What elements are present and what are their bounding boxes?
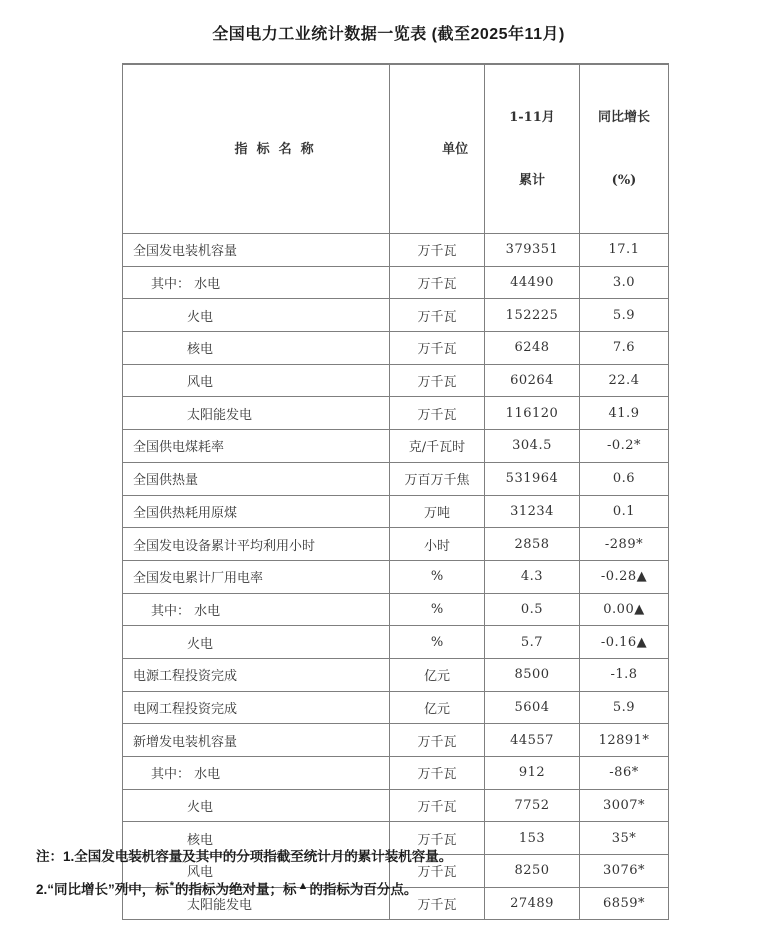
yoy-cell: 3007* xyxy=(580,789,669,822)
indicator-cell: 其中： 水电 xyxy=(123,593,390,626)
indicator-cell: 太阳能发电 xyxy=(123,397,390,430)
table-row xyxy=(123,789,669,822)
header-cumulative-line1: 1-11月 xyxy=(509,110,555,125)
unit-cell: 万吨 xyxy=(390,495,485,528)
unit-cell: 亿元 xyxy=(390,658,485,691)
indicator-cell: 全国供热耗用原煤 xyxy=(123,495,390,528)
yoy-cell: 6859* xyxy=(580,887,669,920)
triangle-marker: ▲ xyxy=(297,879,309,892)
indicator-cell: 核电 xyxy=(123,822,390,855)
value-cell: 379351 xyxy=(485,234,580,267)
value-cell: 4.3 xyxy=(485,560,580,593)
indicator-cell: 全国供电煤耗率 xyxy=(123,430,390,463)
table-row xyxy=(123,757,669,790)
indicator-cell: 其中： 水电 xyxy=(123,266,390,299)
indicator-cell: 新增发电装机容量 xyxy=(123,724,390,757)
indicator-cell: 太阳能发电 xyxy=(123,887,390,920)
indicator-cell: 全国发电设备累计平均利用小时 xyxy=(123,528,390,561)
yoy-cell: 3.0 xyxy=(580,266,669,299)
unit-cell: 万千瓦 xyxy=(390,299,485,332)
value-cell: 8250 xyxy=(485,855,580,888)
footnote-2 xyxy=(36,878,756,898)
table-row xyxy=(123,691,669,724)
footnote-2-text-b: 的指标为绝对量；标 xyxy=(175,882,297,897)
unit-cell: 万千瓦 xyxy=(390,332,485,365)
table-row xyxy=(123,364,669,397)
unit-cell: 万千瓦 xyxy=(390,855,485,888)
value-cell: 8500 xyxy=(485,658,580,691)
value-cell: 152225 xyxy=(485,299,580,332)
indicator-cell: 全国发电装机容量 xyxy=(123,234,390,267)
indicator-cell: 火电 xyxy=(123,299,390,332)
indicator-cell: 火电 xyxy=(123,789,390,822)
value-cell: 531964 xyxy=(485,462,580,495)
yoy-cell: -0.16▲ xyxy=(580,626,669,659)
indicator-cell: 其中： 水电 xyxy=(123,757,390,790)
value-cell: 27489 xyxy=(485,887,580,920)
yoy-cell: 0.6 xyxy=(580,462,669,495)
yoy-cell: 5.9 xyxy=(580,299,669,332)
yoy-cell: 22.4 xyxy=(580,364,669,397)
unit-cell: 万千瓦 xyxy=(390,887,485,920)
yoy-cell: -86* xyxy=(580,757,669,790)
table-row xyxy=(123,658,669,691)
table-row xyxy=(123,724,669,757)
header-indicator xyxy=(123,64,390,234)
header-yoy-line2: (%) xyxy=(611,173,637,188)
yoy-cell: -0.2* xyxy=(580,430,669,463)
yoy-cell: 35* xyxy=(580,822,669,855)
table-row xyxy=(123,593,669,626)
indicator-cell: 核电 xyxy=(123,332,390,365)
yoy-cell: -1.8 xyxy=(580,658,669,691)
table-row xyxy=(123,299,669,332)
yoy-cell: 41.9 xyxy=(580,397,669,430)
value-cell: 116120 xyxy=(485,397,580,430)
unit-cell: 万百万千焦 xyxy=(390,462,485,495)
table-row xyxy=(123,528,669,561)
table-row xyxy=(123,626,669,659)
table-row xyxy=(123,462,669,495)
indicator-cell: 全国供热量 xyxy=(123,462,390,495)
header-unit-label: 单位 xyxy=(442,141,469,157)
page-title: 全国电力工业统计数据一览表 (截至2025年11月) xyxy=(212,26,565,43)
table-row xyxy=(123,332,669,365)
unit-cell: 小时 xyxy=(390,528,485,561)
value-cell: 153 xyxy=(485,822,580,855)
indicator-cell: 风电 xyxy=(123,855,390,888)
indicator-cell: 电源工程投资完成 xyxy=(123,658,390,691)
asterisk-marker: * xyxy=(169,879,175,892)
table-header xyxy=(123,64,669,234)
yoy-cell: 12891* xyxy=(580,724,669,757)
value-cell: 5604 xyxy=(485,691,580,724)
unit-cell: 万千瓦 xyxy=(390,757,485,790)
unit-cell: 克/千瓦时 xyxy=(390,430,485,463)
value-cell: 60264 xyxy=(485,364,580,397)
unit-cell: % xyxy=(390,626,485,659)
unit-cell: % xyxy=(390,593,485,626)
value-cell: 304.5 xyxy=(485,430,580,463)
table-body xyxy=(123,234,669,920)
header-indicator-label: 指 标 名 称 xyxy=(234,141,314,157)
table-row xyxy=(123,495,669,528)
yoy-cell: 0.00▲ xyxy=(580,593,669,626)
unit-cell: 万千瓦 xyxy=(390,724,485,757)
yoy-cell: 5.9 xyxy=(580,691,669,724)
unit-cell: 万千瓦 xyxy=(390,397,485,430)
value-cell: 6248 xyxy=(485,332,580,365)
table-row xyxy=(123,560,669,593)
indicator-cell: 电网工程投资完成 xyxy=(123,691,390,724)
footnote-2-text-c: 的指标为百分点。 xyxy=(309,882,418,897)
unit-cell: 万千瓦 xyxy=(390,266,485,299)
indicator-cell: 火电 xyxy=(123,626,390,659)
yoy-cell: 0.1 xyxy=(580,495,669,528)
statistics-table xyxy=(122,63,669,920)
unit-cell: 亿元 xyxy=(390,691,485,724)
value-cell: 7752 xyxy=(485,789,580,822)
unit-cell: 万千瓦 xyxy=(390,364,485,397)
footnote-1: 注：1.全国发电装机容量及其中的分项指截至统计月的累计装机容量。 xyxy=(36,849,453,864)
header-cumulative xyxy=(485,64,580,234)
header-cumulative-line2: 累计 xyxy=(518,173,545,188)
indicator-cell: 风电 xyxy=(123,364,390,397)
yoy-cell: 17.1 xyxy=(580,234,669,267)
value-cell: 44557 xyxy=(485,724,580,757)
header-yoy-line1: 同比增长 xyxy=(597,110,650,125)
indicator-cell: 全国发电累计厂用电率 xyxy=(123,560,390,593)
unit-cell: 万千瓦 xyxy=(390,789,485,822)
table-row xyxy=(123,234,669,267)
yoy-cell: 7.6 xyxy=(580,332,669,365)
footnote-2-text-a: 2.“同比增长”列中，标 xyxy=(36,882,169,897)
yoy-cell: -0.28▲ xyxy=(580,560,669,593)
value-cell: 0.5 xyxy=(485,593,580,626)
value-cell: 44490 xyxy=(485,266,580,299)
table-row xyxy=(123,266,669,299)
yoy-cell: -289* xyxy=(580,528,669,561)
header-yoy xyxy=(580,64,669,234)
table-header-row xyxy=(123,64,669,234)
unit-cell: 万千瓦 xyxy=(390,234,485,267)
value-cell: 2858 xyxy=(485,528,580,561)
value-cell: 912 xyxy=(485,757,580,790)
unit-cell: 万千瓦 xyxy=(390,822,485,855)
yoy-cell: 3076* xyxy=(580,855,669,888)
header-unit xyxy=(390,64,485,234)
value-cell: 31234 xyxy=(485,495,580,528)
table-row xyxy=(123,430,669,463)
unit-cell: % xyxy=(390,560,485,593)
value-cell: 5.7 xyxy=(485,626,580,659)
table-row xyxy=(123,397,669,430)
